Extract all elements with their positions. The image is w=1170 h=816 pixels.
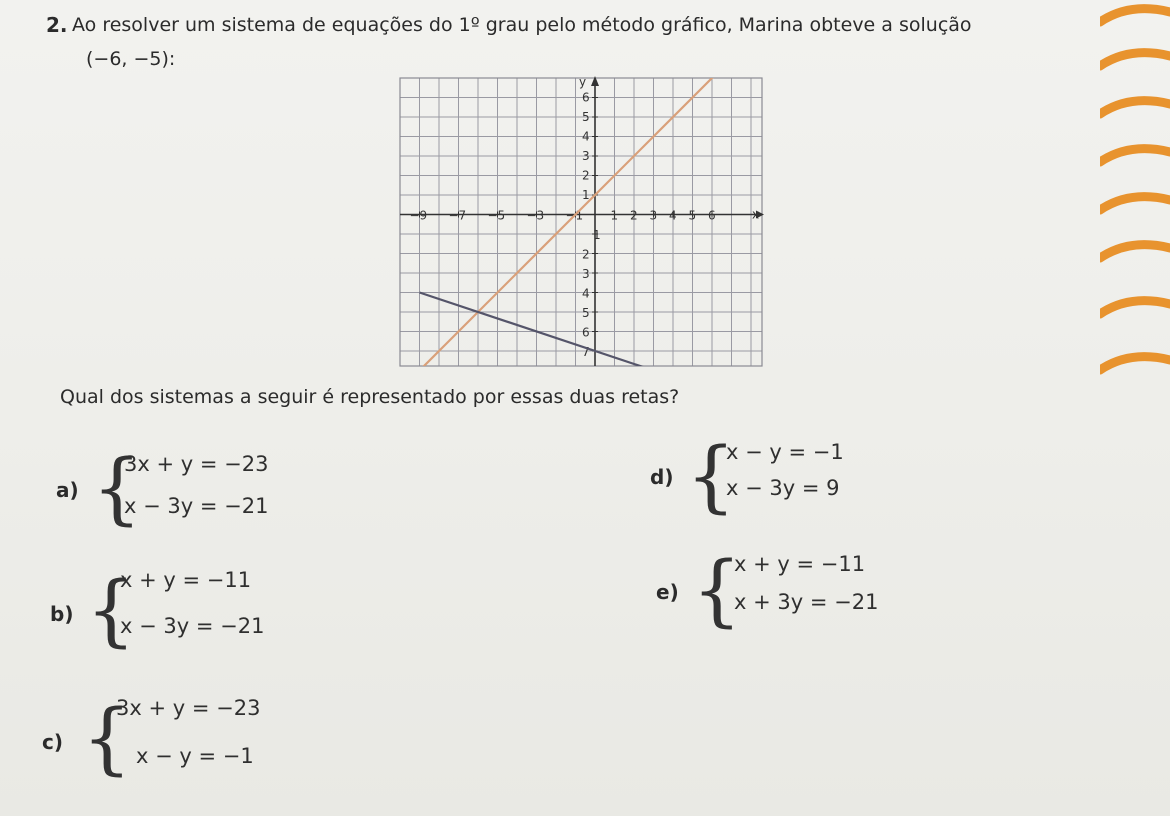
x-tick-label: 5 <box>688 208 697 223</box>
option-letter: d) <box>650 465 674 489</box>
brace-icon: { <box>86 566 136 656</box>
brace-icon: { <box>686 432 736 522</box>
y-axis-label: y <box>579 75 587 89</box>
question-text-line2: (−6, −5): <box>86 48 176 70</box>
equation: x − 3y = −21 <box>120 614 265 638</box>
tick-labels <box>410 75 760 359</box>
option-letter: c) <box>42 730 63 754</box>
y-tick-label: 6 <box>582 325 590 340</box>
x-tick-label: 6 <box>708 208 716 223</box>
x-tick-label: 2 <box>630 208 638 223</box>
equation: x + 3y = −21 <box>734 590 879 614</box>
x-tick-label: −3 <box>526 208 545 223</box>
y-tick-label: 2 <box>582 247 590 262</box>
question-number: 2. <box>46 13 68 37</box>
y-tick-label: 1 <box>582 188 590 202</box>
equation: 3x + y = −23 <box>124 452 269 476</box>
notebook-spiral <box>1100 0 1170 816</box>
equation: x + y = −11 <box>734 552 866 576</box>
spiral-ring <box>1100 357 1170 370</box>
y-tick-label: 3 <box>582 149 590 163</box>
question-text-line1: Ao resolver um sistema de equações do 1º grau pelo método gráfico, Marina obteve a solução <box>72 14 972 36</box>
y-tick-label: 2 <box>582 168 590 183</box>
x-tick-label: 3 <box>649 208 658 223</box>
x-tick-label: −5 <box>487 208 506 223</box>
x-tick-label: −7 <box>448 208 467 223</box>
coordinate-graph <box>392 60 772 370</box>
brace-icon: { <box>692 546 742 636</box>
y-tick-label: 5 <box>582 306 590 320</box>
equation: x − y = −1 <box>726 440 844 464</box>
y-tick-label: 7 <box>582 345 590 359</box>
equation: x − y = −1 <box>136 744 254 768</box>
option-letter: e) <box>656 580 679 604</box>
y-tick-label: 5 <box>582 110 590 124</box>
spiral-ring <box>1100 301 1170 314</box>
y-tick-label: 3 <box>582 267 590 281</box>
y-tick-label: 4 <box>582 286 590 301</box>
spiral-ring <box>1100 9 1170 22</box>
x-tick-label: −1 <box>565 208 584 223</box>
equation: x − 3y = −21 <box>124 494 269 518</box>
x-axis-label: x <box>752 207 760 222</box>
option-letter: b) <box>50 602 74 626</box>
y-tick-label: 6 <box>582 90 590 105</box>
spiral-ring <box>1100 101 1170 114</box>
equation: x − 3y = 9 <box>726 476 840 500</box>
spiral-ring <box>1100 53 1170 66</box>
x-tick-label: 4 <box>669 208 677 223</box>
x-tick-label: 1 <box>610 208 619 223</box>
spiral-ring <box>1100 149 1170 162</box>
spiral-ring <box>1100 245 1170 258</box>
y-tick-label: 1 <box>593 228 601 242</box>
x-tick-label: −9 <box>409 208 428 223</box>
brace-icon: { <box>92 444 142 534</box>
brace-icon: { <box>82 694 132 784</box>
spiral-ring <box>1100 197 1170 210</box>
y-tick-label: 4 <box>582 129 590 144</box>
equation: x + y = −11 <box>120 568 252 592</box>
equation: 3x + y = −23 <box>116 696 261 720</box>
prompt-text: Qual dos sistemas a seguir é representado por essas duas retas? <box>60 386 680 408</box>
option-letter: a) <box>56 478 79 502</box>
